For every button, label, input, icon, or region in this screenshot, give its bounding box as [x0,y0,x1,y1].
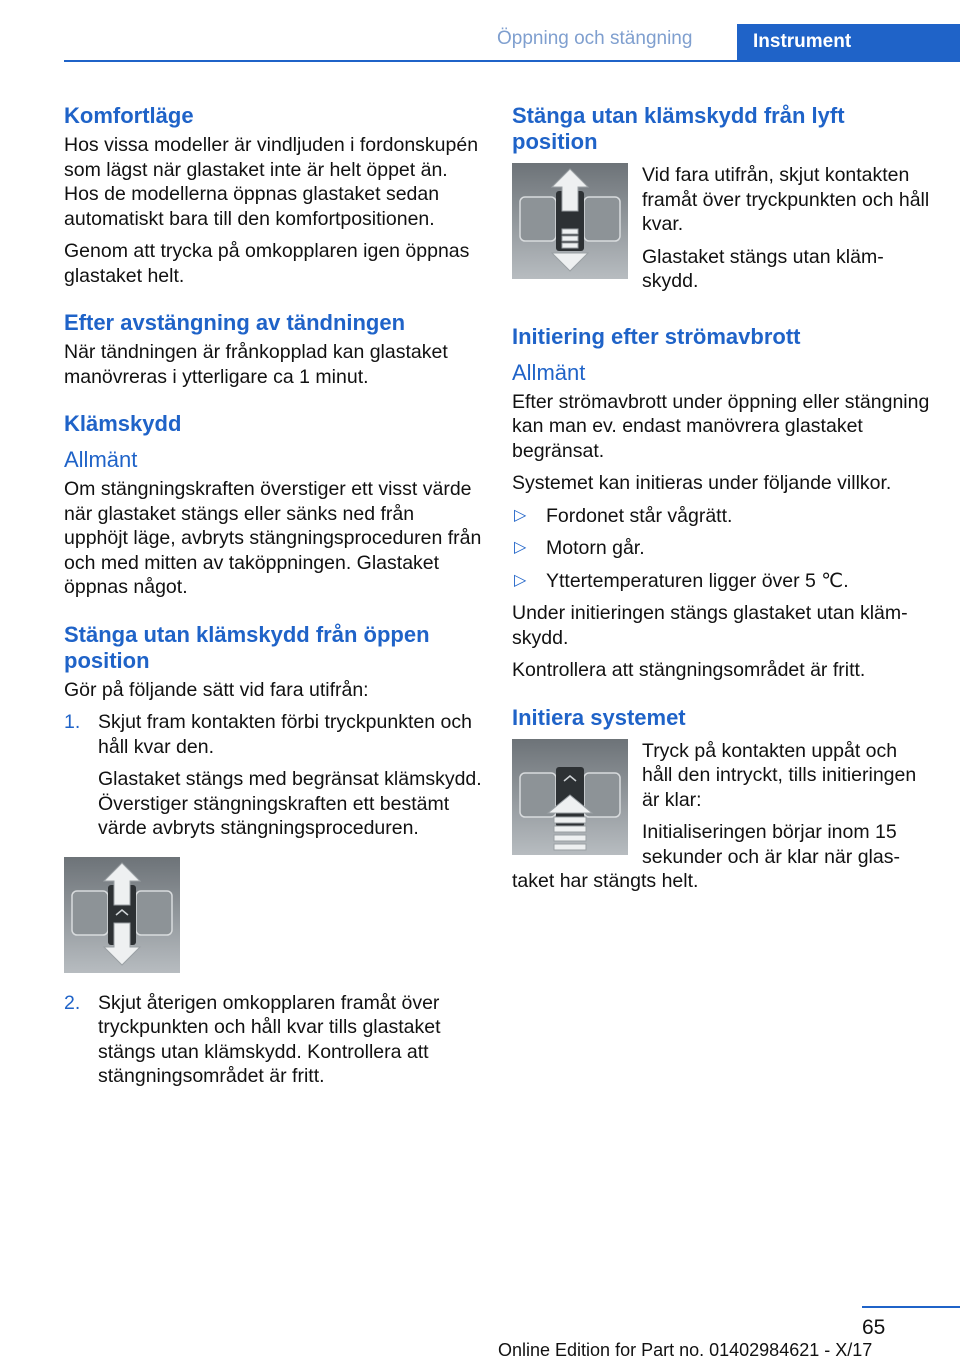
paragraph: Hos vissa modeller är vindljuden i fordonskupén som lägst när glastaket inte är helt öppet än. Hos de modellerna öppnas glastaket sedan automatiskt bara till den komfortpositionen. [64,134,479,230]
list-item [64,710,482,841]
header-chapter-tab: Instrument [737,24,960,61]
bullet-icon: ▷ [514,506,527,524]
heading-allmant-right: Allmänt [512,359,586,385]
initiera-block [512,739,930,894]
paragraph: Tryck på kontakten uppåt och håll den intryckt, tills initieringen är klar: [642,739,917,811]
paragraph: Genom att trycka på omkopplaren igen öppnas glastaket helt. [64,240,470,287]
steps-list [64,710,482,841]
footer-rule [862,1306,960,1308]
footer-edition: Online Edition for Part no. 01402984621 - X/17 [498,1340,873,1360]
right-column [512,103,930,902]
page-header [0,0,960,62]
roof-switch-init-image [512,739,628,855]
heading-komfortlage: Komfortläge [64,103,194,128]
heading-klamskydd: Klämskydd [64,411,182,436]
steps-list-continued [64,991,482,1089]
paragraph: Om stängningskraften överstiger ett visst värde när glastaket stängs eller sänks ned från upphöjt läge, avbryts stängningsproceduren från och med mitten av taköppningen. Glastaket öppnas något. [64,478,482,598]
step-number: 2. [64,991,81,1014]
header-rule [64,60,960,62]
step-subtext: Glastaket stängs med begränsat klämskydd. Överstiger stängningskraften ett bestämt värde avbryts stängningsproceduren. [98,768,482,839]
step-text: Skjut återigen omkopplaren framåt över tryckpunkten och håll kvar tills glastaket stängs utan klämskydd. Kontrollera att stängningsområdet är fritt. [98,991,441,1087]
step-number: 1. [64,711,81,733]
heading-stanga-oppen: Stänga utan klämskydd från öppen position [64,621,430,673]
conditions-list [512,504,930,594]
paragraph: Under initieringen stängs glastaket utan klämskydd. [512,602,908,649]
step-text: Skjut fram kontakten förbi tryckpunkten och håll kvar den. [98,711,472,758]
paragraph: Initialiseringen börjar inom 15 sekunder och är klar när glastaket har stängts helt. [512,821,900,892]
roof-switch-lift-image [512,163,628,279]
roof-switch-forward-image [64,857,180,973]
paragraph: Efter strömavbrott under öppning eller stängning kan man ev. endast manövrera glastaket begränsat. [512,390,930,462]
left-column [64,103,482,1097]
heading-allmant: Allmänt [64,447,138,472]
paragraph: Glastaket stängs utan klämskydd. [642,245,884,292]
list-item: ▷ Motorn går. [514,537,645,559]
bullet-icon: ▷ [514,539,527,556]
heading-initiering: Initiering efter strömavbrott [512,323,801,349]
bullet-icon: ▷ [514,571,527,589]
paragraph: Gör på följande sätt vid fara utifrån: [64,678,369,701]
paragraph: Kontrollera att stängningsområdet är fritt. [512,659,866,681]
paragraph: Vid fara utifrån, skjut kontakten framåt över tryckpunkten och håll kvar. [642,164,930,235]
heading-efter-avstangning: Efter avstängning av tändningen [64,310,406,335]
heading-stanga-lyft: Stänga utan klämskydd från lyft position [512,103,845,154]
list-item [64,991,482,1089]
list-item: ▷ Fordonet står vågrätt. [514,504,733,527]
list-item: ▷ Yttertemperaturen ligger över 5 ℃. [514,569,849,592]
paragraph: När tändningen är frånkopplad kan glastaket manövreras i ytterligare ca 1 minut. [64,341,448,388]
heading-initiera-systemet: Initiera systemet [512,704,686,730]
header-section-title: Öppning och stängning [497,28,693,49]
page-number: 65 [862,1316,886,1339]
paragraph: Systemet kan initieras under följande villkor. [512,472,892,494]
lyft-block [512,163,930,302]
